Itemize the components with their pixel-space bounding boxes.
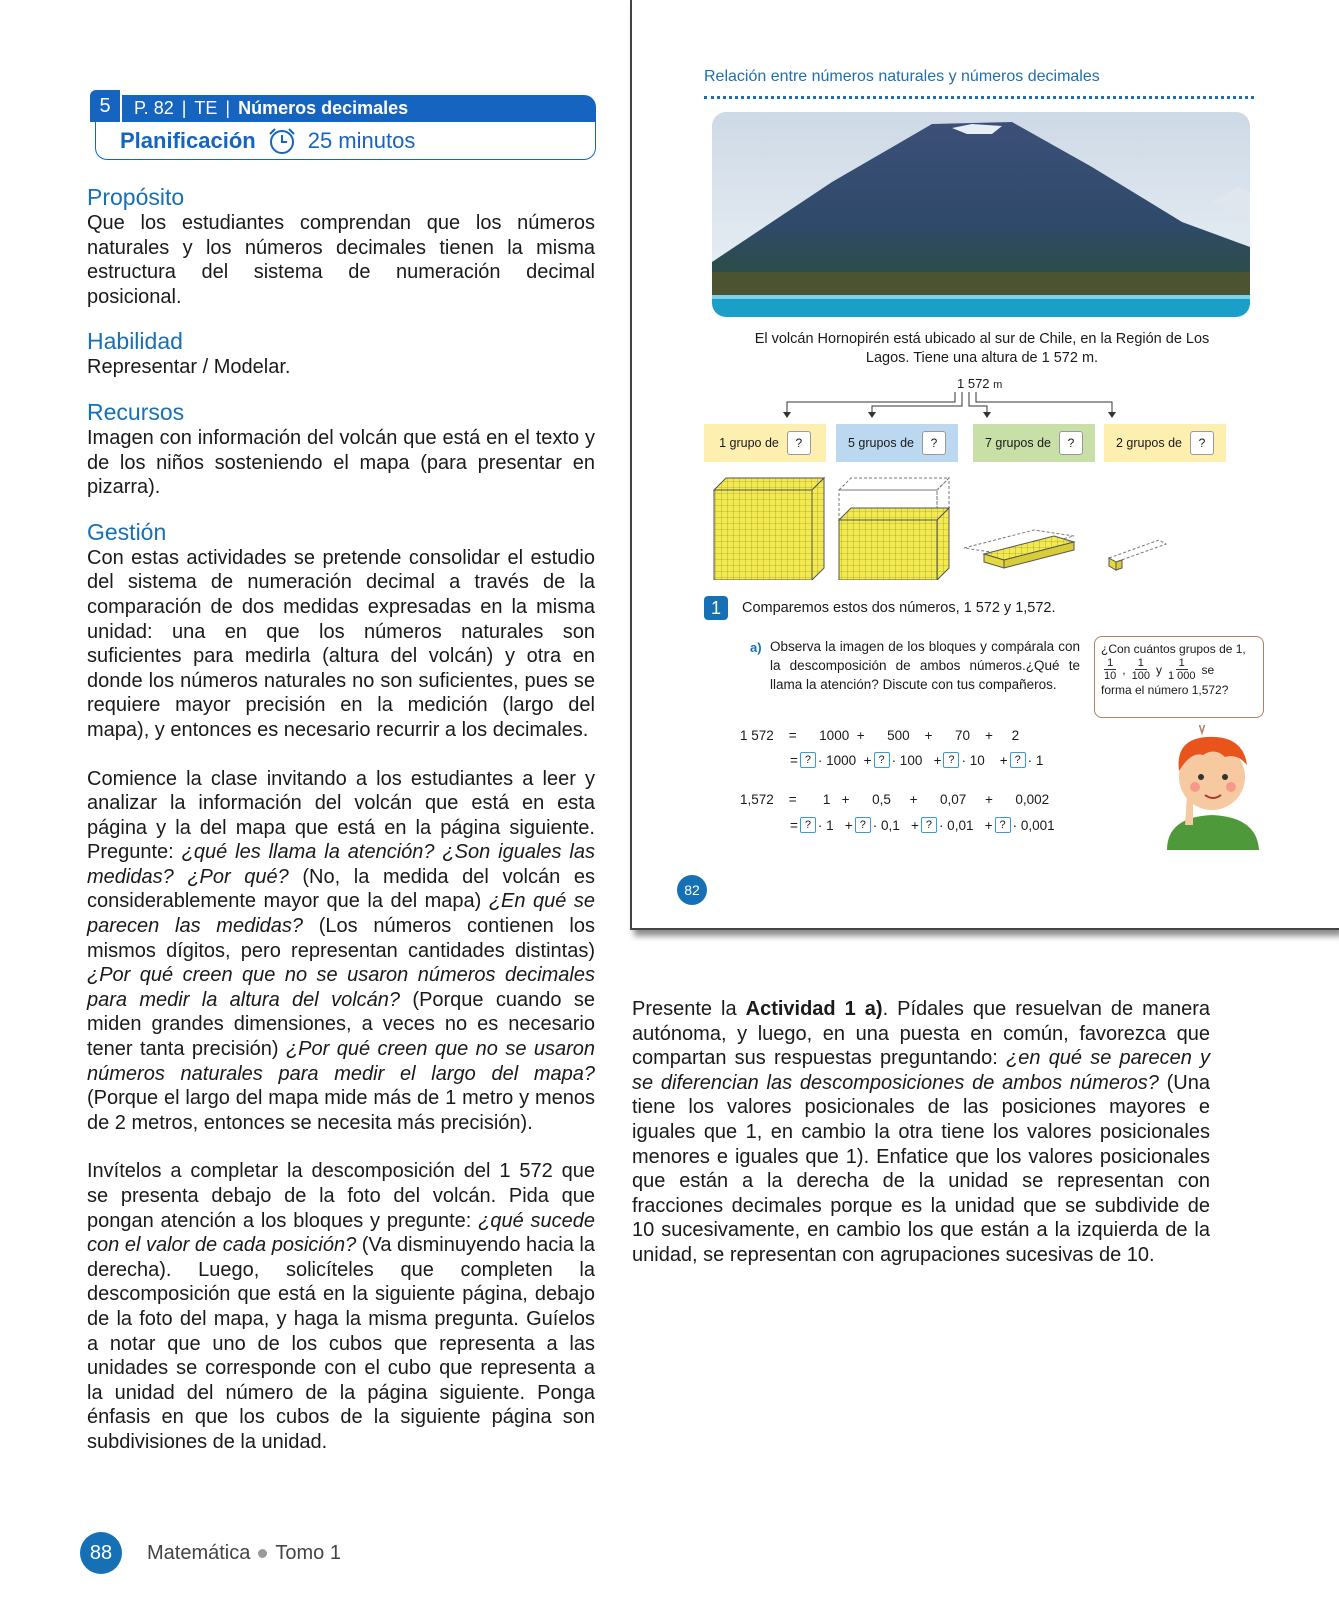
student-book-page: [630, 0, 1339, 930]
paragraph-2: Comience la clase invitando a los estudiantes a leer y analizar la información del volcán que está en esta página y la del mapa que está en la página siguiente. Pregunte: ¿qué les llama la atención? ¿Son iguales las medidas? ¿Por qué? (No, la medida del volcán es considerablemente mayor que la del mapa) ¿En qué se parecen las medidas? (Los números contienen los mismos dígitos, pero representan cantidades distintas) ¿Por qué creen que no se usaron números decimales para medir la altura del volcán? (Porque cuando se miden grandes dimensiones, a veces no es necesario tener tanta precisión) ¿Por qué creen que no se usaron números naturales para medir el largo del mapa? (Porque el largo del mapa mide más de 1 metro y menos de 2 metros, entonces se necesita más precisión).: [87, 767, 596, 1134]
equation-1572: 1 572 = 1000 + 500 + 70 + 2: [740, 728, 1020, 743]
answer-box[interactable]: ?: [874, 752, 890, 768]
unit-cube: [1109, 540, 1166, 570]
group-box-tens: 7 grupos de ?: [973, 424, 1095, 462]
proposito-body: Que los estudiantes comprendan que los números naturales y los números decimales tienen la misma estructura del sistema de numeración decimal posicional.: [87, 212, 595, 308]
answer-box[interactable]: ?: [943, 752, 959, 768]
photo-caption: El volcán Hornopirén está ubicado al sur de Chile, en la Región de Los Lagos. Tiene una altura de 1 572 m.: [754, 331, 1210, 366]
answer-box[interactable]: ?: [787, 431, 811, 455]
gestion-title: Gestión: [87, 518, 167, 545]
recursos-body: Imagen con información del volcán que está en el texto y de los niños sosteniendo el mapa (para presentar en pizarra).: [87, 426, 595, 499]
decomposition-arrows: [782, 392, 1132, 424]
alarm-clock-icon: [266, 126, 298, 156]
right-column-text: Presente la Actividad 1 a). Pídales que resuelvan de manera autónoma, y luego, en una puesta en común, favorezca que compartan sus respuestas preguntando: ¿en qué se parecen y se diferencian las descomposiciones de ambos números? (Una tiene los valores posicionales de las posiciones mayores e iguales que 1, en cambio la otra tiene los valores posicionales menores e iguales que 1). Enfatice que los valores posicionales que están a la derecha de la unidad se representan con fracciones decimales porque es la unidad que se subdivide de 10 sucesivamente, en cambio los que están a la izquierda de la unidad, se representan con agrupaciones sucesivas de 10.: [632, 998, 1210, 1266]
volcano-photo: [712, 112, 1250, 317]
base-ten-blocks: [704, 470, 1194, 580]
boy-illustration: [1157, 725, 1267, 850]
footer-page-number: 88: [80, 1532, 122, 1574]
recursos-title: Recursos: [87, 398, 185, 425]
proposito-title: Propósito: [87, 184, 185, 210]
answer-box[interactable]: ?: [1010, 752, 1026, 768]
answer-box[interactable]: ?: [855, 817, 871, 833]
answer-box[interactable]: ?: [922, 431, 946, 455]
speech-bubble: ¿Con cuántos grupos de 1, $\frac{1}{10}$ , $\frac{1}{100}$ y $\frac{1}{1 000}$ se forma el número 1,572?: [1094, 636, 1264, 718]
te-label: TE: [194, 98, 218, 118]
equation-1-572: 1,572 = 1 + 0,5 + 0,07 + 0,002: [740, 792, 1050, 807]
answer-box[interactable]: ?: [800, 752, 816, 768]
planning-label: Planificación: [120, 127, 256, 153]
thousand-cube: [714, 478, 824, 580]
answer-box[interactable]: ?: [921, 817, 937, 833]
answer-box[interactable]: ?: [800, 817, 816, 833]
habilidad-body: Representar / Modelar.: [87, 356, 291, 379]
paragraph-3: Invítelos a completar la descomposición del 1 572 que se presenta debajo de la foto del volcán. Pida que pongan atención a los bloques y pregunte: ¿qué sucede con el valor de cada posición? (Va disminuyendo hacia la derecha). Luego, solicíteles que completen la descomposición que está en la siguiente página, debajo de la foto del mapa, y haga la misma pregunta. Guíelos a notar que uno de los cubos que representa a las unidades se corresponde con el cubo que representa a la unidad del número de la página siguiente. Ponga énfasis en que los cubos de la siguiente página son subdivisiones de la unidad.: [87, 1160, 595, 1453]
answer-box[interactable]: ?: [1059, 431, 1083, 455]
unit-number-badge: 5: [90, 90, 120, 122]
bullet-dot-icon: [258, 1549, 267, 1558]
activity-instruction: Comparemos estos dos números, 1 572 y 1,572.: [742, 600, 1056, 616]
page-section-title: Relación entre números naturales y números decimales: [704, 68, 1100, 85]
gestion-body: Con estas actividades se pretende consolidar el estudio del sistema de numeración decimal a través de la comparación de dos medidas expresadas en la misma unidad: una en que los números naturales son suficientes para medirla (altura del volcán) y otra en donde los números naturales no son suficientes, pues se requiere mayor precisión en la medición (largo del mapa), y entonces es necesario recurrir a los decimales.: [87, 546, 595, 741]
group-box-thousands: 1 grupo de ?: [704, 424, 826, 462]
equation-1-572-decomposition: = ? · 1 + ? · 0,1 + ? · 0,01 + ? · 0,001: [790, 817, 1055, 833]
book-page-number: 82: [677, 875, 707, 905]
answer-box[interactable]: ?: [1190, 431, 1214, 455]
total-number: 1 572 m: [957, 376, 1003, 391]
dotted-divider: [704, 96, 1254, 99]
topic-title: Números decimales: [238, 98, 409, 118]
activity-number: 1: [704, 596, 728, 620]
hundred-flat: [839, 478, 949, 580]
left-column: [87, 183, 595, 1455]
activity-a-label: a): [750, 640, 762, 655]
habilidad-title: Habilidad: [87, 328, 183, 355]
group-box-units: 2 grupos de ?: [1104, 424, 1226, 462]
footer-text: Matemática Tomo 1: [147, 1542, 341, 1564]
group-box-hundreds: 5 grupos de ?: [836, 424, 958, 462]
duration: 25 minutos: [307, 127, 416, 153]
activity-a-text: Observa la imagen de los bloques y compárala con la descomposición de ambos números.¿Qué te llama la atención? Discute con tus compañeros.: [770, 639, 1080, 692]
ten-rod: [964, 530, 1074, 568]
header-bar: P. 82 | TE | Números decimales: [122, 95, 596, 122]
equation-1572-decomposition: = ? · 1000 + ? · 100 + ? · 10 + ? · 1: [790, 752, 1044, 768]
planning-box: [95, 122, 596, 160]
page-ref: P. 82: [134, 98, 174, 118]
answer-box[interactable]: ?: [995, 817, 1011, 833]
